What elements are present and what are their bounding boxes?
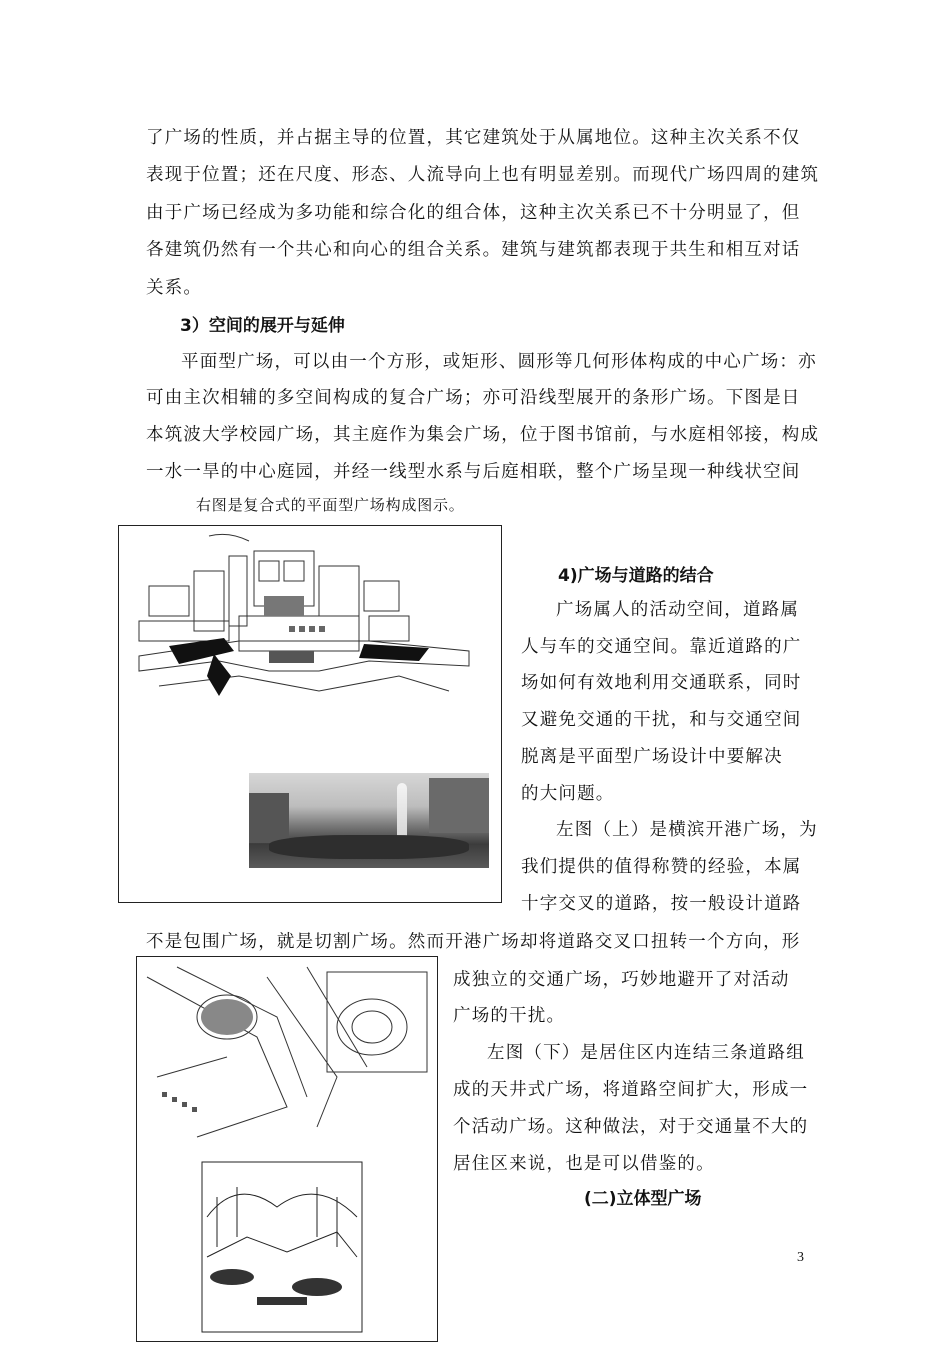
text-line: 可由主次相辅的多空间构成的复合广场；亦可沿线型展开的条形广场。下图是日 [146,388,801,408]
section-heading-4: 4)广场与道路的结合 [558,566,714,586]
figure-campus-plaza [118,525,502,903]
text-line: 左图（下）是居住区内连结三条道路组 [487,1043,805,1063]
text-line: 人与车的交通空间。靠近道路的广 [521,637,802,657]
text-line: 表现于位置；还在尺度、形态、人流导向上也有明显差别。而现代广场四周的建筑 [146,165,820,185]
page-number: 3 [797,1250,804,1265]
text-line: 脱离是平面型广场设计中要解决 [521,747,783,767]
section-heading-5: (二)立体型广场 [584,1189,702,1209]
text-line: 我们提供的值得称赞的经验，本属 [521,857,802,877]
text-line: 一水一旱的中心庭园，并经一线型水系与后庭相联，整个广场呈现一种线状空间 [146,462,801,482]
section-heading-3: 3）空间的展开与延伸 [180,316,345,336]
text-line: 左图（上）是横滨开港广场，为 [556,820,818,840]
text-line: 居住区来说，也是可以借鉴的。 [453,1154,715,1174]
text-line: 场如何有效地利用交通联系，同时 [521,673,802,693]
text-line: 广场属人的活动空间，道路属 [556,600,800,620]
figure-road-plazas [136,956,438,1342]
text-line: 又避免交通的干扰，和与交通空间 [521,710,802,730]
text-line: 个活动广场。这种做法，对于交通量不大的 [453,1117,809,1137]
building-left [249,793,289,843]
road-plaza-drawings [137,957,437,1341]
text-line: 了广场的性质，并占据主导的位置，其它建筑处于从属地位。这种主次关系不仅 [146,128,801,148]
text-line: 平面型广场，可以由一个方形，或矩形、圆形等几何形体构成的中心广场：亦 [181,352,817,372]
text-line: 成的天井式广场，将道路空间扩大，形成一 [453,1080,809,1100]
text-line: 的大问题。 [521,784,615,804]
pond [269,835,469,859]
text-line: 不是包围广场，就是切割广场。然而开港广场却将道路交叉口扭转一个方向，形 [146,932,801,952]
text-line: 本筑波大学校园广场，其主庭作为集会广场，位于图书馆前，与水庭相邻接，构成 [146,425,820,445]
text-line: 各建筑仍然有一个共心和向心的组合关系。建筑与建筑都表现于共生和相互对话 [146,240,801,260]
text-line: 十字交叉的道路，按一般设计道路 [521,894,802,914]
text-line: 成独立的交通广场，巧妙地避开了对活动 [453,970,790,990]
text-line: 广场的干扰。 [453,1006,566,1026]
text-line: 由于广场已经成为多功能和综合化的组合体，这种主次关系已不十分明显了，但 [146,203,801,223]
campus-plaza-photo [249,773,489,868]
text-line: 关系。 [146,278,203,298]
figure-intro: 右图是复合式的平面型广场构成图示。 [196,496,465,514]
building-right [429,778,489,833]
